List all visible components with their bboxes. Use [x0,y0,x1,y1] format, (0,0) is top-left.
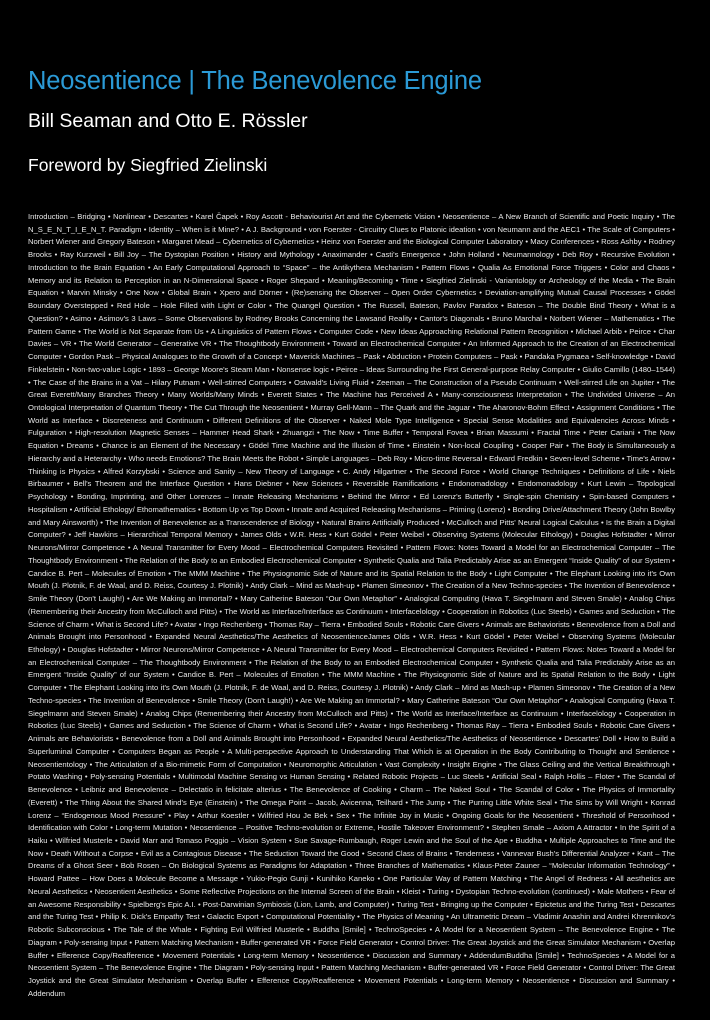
foreword-credit: Foreword by Siegfried Zielinski [28,155,268,175]
book-authors: Bill Seaman and Otto E. Rössler [28,110,308,132]
book-title: Neosentience | The Benevolence Engine [28,67,482,95]
contents-listing: Introduction – Bridging • Nonlinear • Descartes • Karel Čapek • Roy Ascott - Behaviourist Art and the Cybernetic Vision • Neosentience – A New Branch of Scientific and Poetic Inquiry • The N_S_E_N_T_I_E_N_T. Paradigm • Identity – When is it Mine? • A J. Background • von Foerster - Circuitry Clues to Platonic ideation • von Neumann and the AEC1 • The Scale of Computers • Norbert Wiener and Gregory Bateson • Margaret Mead – Cybernetics of Cybernetics • Heinz von Foerster and the Biological Computer Laboratory • Macy Conferences • Ross Ashby • Rodney Brooks • Ray Kurzweil • Bill Joy – The Dystopian Position • History and Mythology • Anaximander • Casti's Emergence • John Holland • Neumannology • Deb Roy • Recursive Evolution • Introduction to the Brain Equation • An Early Computational Approach to “Space” – the Antikythera Mechanism • Pattern Flows • Qualia As Emotional Force Triggers • Color and Chaos • Memory and its Relation to Perception in an N-Dimensional Space • Roger Shepard • Meaning/Becoming • Time • Siegfried Zielinski - Variantology or Archeology of the Media • The Brain Equation • Marvin Minsky • One Now • Global Brain • Xpero and Dörner • (Re)sensing the Observer – Open Order Cybernetics • Deviation-amplifying Mutual Causal Processes • Gödel Boundary Overstepped • Red Hole – Hole Filled with Light or Color • The Quangel Question • The Russell, Bateson, Pavlov Paradox • Bateson – The Double Bind Theory • What is a Question? • Asimo • Asimov's 3 Laws – Some Observations by Rodney Brooks Concerning the Lawsand Reality • Cantor's Diagonals • Bruno Marchal • Norbert Wiener – Mathematics • The Pattern Game • The World is Not Separate from Us • A Linguistics of Pattern Flows • Computer Code • New Ideas Approaching Relational Pattern Recognition • Michael Arbib • Peirce • Char Davies – VR • The World Generator – Generative VR • The Thoughtbody Environment • Toward an Electrochemical Computer • An Informed Approach to the Creation of an Electrochemical Computer • Gordon Pask – Physical Analogues to the Growth of a Concept • Maverick Machines – Pask • Abduction • Protein Computers – Pask • Pandaka Pygmaea • Self-knowledge • David Finkelstein • Non-two-value Logic • 1893 – George Moore's Steam Man • Nonsense logic • Peirce – Ideas Surrounding the First General-purpose Relay Computer • Giulio Camillo (1480–1544) • The Case of the Brains in a Vat – Hilary Putnam • Well-stirred Computers • Ostwald's Living Fluid • Zeeman – The Construction of a Pseudo Continuum • Well-stirred Life on Jupiter • The Great Everett/Many Branches Theory • Many Worlds/Many Minds • Everett States • The Machine has Perceived A • Many-consciousness Interpretation • The Undivided Universe – An Ontological Interpretation of Quantum Theory • The Cut Through the Neosentient • Murray Gell-Mann – The Quark and the Jaguar • The Aharonov-Bohm Effect • Assignment Conditions • The World as Interface • Discreteness and Continuum • Different Definitions of the Observer • Naked Mole Type Intelligence • Special Sense Modalities and Equivalencies Across Minds • Fulguration • High-resolution Magnetic Senses – Hammer Head Shark • Zhuangzi • The Now • Time Buffer • Temporal Fovea • Brian Massumi • Fractal Time • Peter Cariani • The Now Equation • Dreams • Chance is an Element of the Necessary • Gödel Time Machine and the Illusion of Time • Einstein • Non-local Coupling • Cooper Pair • The Body is Simultaneously a Hierarchy and a Heterarchy • Who needs Emotions? The Brain Meets the Robot • Simple Languages – Deb Roy • Micro-time Reversal • Edward Fredkin • Seven-level Scheme • Time's Arrow • Thinking is Physics • Alfred Korzybski • Science and Sanity – New Theory of Language • C. Andy Hilgartner • The Second Force • World Change Techniques • Definitions of Life • Niels Birbaumer • Bell's Theorem and the Interface Question • Hans Diebner • New Sciences • Reversible Ramifications • Endonomadology • Endomonadology • Kurt Lewin – Topological Psychology • Bonding, Imprinting, and Other Lorenzes – Innate Releasing Mechanisms • Behind the Mirror • Ed Lorenz's Butterfly • Single-spin Chemistry • Spin-based Computers • Hospitalism • Artificial Ethology/ Ethomathematics • Bottom Up vs Top Down • Innate and Acquired Releasing Mechanisms – Priming (Lorenz) • Bonding Drive/Attachment Theory (John Bowlby and Mary Ainsworth) • The Invention of Benevolence as a Transcendence of Biology • Natural Brains Artificially Produced • McCulloch and Pitts' Neural Logical Calculus • Is the Brain a Digital Computer? • Jeff Hawkins – Hierarchical Temporal Memory • James Olds • W.R. Hess • Kurt Gödel • Peter Weibel • Observing Systems (Molecular Ethology) • Douglas Hofstadter • Mirror Neurons/Mirror Competence • A Neural Transmitter for Every Mood – Electrochemical Computers Revisited • Pattern Flows: Notes Toward a Model for an Electrochemical Computer – The Thoughtbody Environment • The Relation of the Body to an Embodied Electrochemical Computer • Synthetic Qualia and Talia Predictably Arise as an Emergent “Inside Quality” of our System • Candice B. Pert – Molecules of Emotion • The MMM Machine • The Physiognomic Side of Nature and its Spatial Relation to the Body • Light Computer • The Elephant Looking into it's Own Mouth (J. Plotnik, F. de Waal, and D. Reiss, Courtesy J. Plotnik) • Andy Clark – Mind as Mash-up • Plamen Simeonov • The Creation of a New Techno-species • The Invention of Benevolence • Smile Theory (Don't Laugh!) • Are We Making an Immortal? • Mary Catherine Bateson “Our Own Metaphor” • Analogical Computing (Hava T. Siegelmann and Steven Smale) • Analog Chips (Remembering their Ancestry from McCulloch and Pitts) • The World as Interface/Interface as Continuum • Interfacelology • Cooperation in Robotics (Luc Steels) • Games and Seduction • The Science of Charm • What is Second Life? • Avatar • Ingo Rechenberg • Thomas Ray – Tierra • Embodied Souls • Robotic Care Givers • Animals are Behaviorists • Benevolence from a Doll and Animals Brought into Personhood • Expanded Neural Aesthetics/The Aesthetics of NeosentienceJames Olds • W.R. Hess • Kurt Gödel • Peter Weibel • Observing Systems (Molecular Ethology) • Douglas Hofstadter • Mirror Neurons/Mirror Competence • A Neural Transmitter for Every Mood – Electrochemical Computers Revisited • Pattern Flows: Notes Toward a Model for an Electrochemical Computer – The Thoughtbody Environment • The Relation of the Body to an Embodied Electrochemical Computer • Synthetic Qualia and Talia Predictably Arise as an Emergent “Inside Quality” of our System • Candice B. Pert – Molecules of Emotion • The MMM Machine • The Physiognomic Side of Nature and its Spatial Relation to the Body • Light Computer • The Elephant Looking into it's Own Mouth (J. Plotnik, F. de Waal, and D. Reiss, Courtesy J. Plotnik) • Andy Clark – Mind as Mash-up • Plamen Simeonov • The Creation of a New Techno-species • The Invention of Benevolence • Smile Theory (Don't Laugh!) • Are We Making an Immortal? • Mary Catherine Bateson “Our Own Metaphor” • Analogical Computing (Hava T. Siegelmann and Steven Smale) • Analog Chips (Remembering their Ancestry from McCulloch and Pitts) • The World as Interface/Interface as Continuum • Interfacelology • Cooperation in Robotics (Luc Steels) • Games and Seduction • The Science of Charm • What is Second Life? • Avatar • Ingo Rechenberg • Thomas Ray – Tierra • Embodied Souls • Robotic Care Givers • Animals are Behaviorists • Benevolence from a Doll and Animals Brought into Personhood • Expanded Neural Aesthetics/The Aesthetics of Neosentience • Descartes' Doll • How to Build a Superluminal Computer • Computers Began as People • A Multi-perspective Approach to Understanding That Which is at Operation in the Body Contributing to Thought and Sentience • Neosentientology • The Articulation of a Bio-mimetic Form of Computation • Neuromorphic Articulation • Vast Complexity • Insight Engine • The Glass Ceiling and the Vertical Breakthrough • Potato Washing • Poly-sensing Potentials • Multimodal Machine Sensing vs Human Sensing • Related Robotic Projects – Luc Steels • Artificial Seal • Ralph Hollis – Floter • The Scandal of Benevolence • Leibniz and Benevolence – Delectatio in felicitate alterius • The Benevolence of Cooking • Charm – The Naked Soul • The Scandal of Color • The Physics of Immortality (Everett) • The Thing About the Shared Mind's Eye (Einstein) • The Omega Point – Jacob, Avicenna, Teilhard • The Jump • The Purring Little White Seal • The Sims by Will Wright • Konrad Lorenz – “Endogenous Mood Pressure” • Play • Arthur Koestler • Wilfried Hou Je Bek • Sex • The Infinite Joy in Music • Ongoing Goals for the Neosentient • Threshold of Personhood • Identification with Color • Long-term Mutation • Neosentience – Positive Techno-evolution or Extreme, Hostile Takeover Environment? • Stephen Smale – Axiom A Attractor • In the Spirit of a Haiku • Wilfried Musterle • David Marr and Tomaso Poggio – Vision System • Sue Savage-Rumbaugh, Roger Lewin and the Soul of the Ape • Buddha • Multiple Approaches to Time and the Now • Death Without a Corpse • Evil as a Contagious Disease • The Seduction Toward the Good • Second Class of Brains • Tenderness • Vannevar Bush's Differential Analyzer • Kant – The Dreams of a Ghost Seer • Bob Rosen – On Biological Systems as Paradigms for Adaptation • Three Branches of Mathematics • Klaus-Peter Zauner – “Molecular Information Technology” • Howard Pattee – How Does a Molecule Become a Message • Yukio-Pegio Gunji • Kunihiko Kaneko • One Particular Way of Pattern Matching • The Angel of Redness • All aesthetics are Neural Aesthetics • Neosentient Aesthetics • Some Reflective Projections on the Internal Screen of the Brain • Kleist • Turing • Dystopian Techno-evolution (continued) • Male Mothers • Fear of an Awesome Responsibility • Spielberg's Epic A.I. • Post-Darwinian Symbiosis (Lion, Lamb, and Computer) • Turing Test • Bringing up the Computer • Epictetus and the Turing Test • Descartes and the Turing Test • Philip K. Dick's Empathy Test • Galactic Export • Computational Potentiality • The Physics of Meaning • An Ultrametric Dream – Vladimir Anashin and Andrei Khrennikov's Robotic Subconscious • The Tale of the Whale • Fighting Evil Wilfried Musterle • Buddha [Smile] • TechnoSpecies • A Model for a Neosentient System – The Benevolence Engine • The Diagram • Poly-sensing Input • Pattern Matching Mechanism • Buffer-generated VR • Force Field Generator • Control Driver: The Great Joystick and the Great Simulator Mechanism • Overlap Buffer • Efference Copy/Reafference • Movement Potentials • Long-term Memory • Neosentience • Discussion and Summary • AddendumBuddha [Smile] • TechnoSpecies • A Model for a Neosentient System – The Benevolence Engine • The Diagram • Poly-sensing Input • Pattern Matching Mechanism • Buffer-generated VR • Force Field Generator • Control Driver: The Great Joystick and the Great Simulator Mechanism • Overlap Buffer • Efference Copy/Reafference • Movement Potentials • Long-term Memory • Neosentience • Discussion and Summary • Addendum [28,212,676,998]
